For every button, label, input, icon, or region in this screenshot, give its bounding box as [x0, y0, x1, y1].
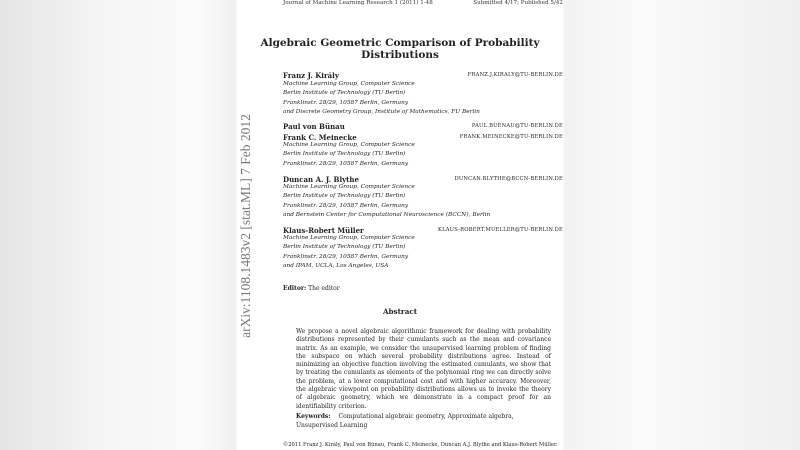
author-email: KLAUS-ROBERT.MUELLER@TU-BERLIN.DE — [438, 227, 563, 233]
paper-page — [237, 0, 563, 450]
author-name: Paul von Bünau — [283, 122, 345, 131]
editor-line: Editor: The editor — [283, 285, 340, 292]
keywords: Keywords: Computational algebraic geometry, Approximate algebra, Unsupervised Learning — [296, 413, 514, 429]
author-name: Klaus-Robert Müller — [283, 226, 364, 235]
author-email: DUNCAN.BLYTHE@BCCN-BERLIN.DE — [454, 176, 563, 182]
author-affiliation: Machine Learning Group, Computer Science Berlin Institute of Technology (TU Berlin) Franklinstr. 28/29, 10587 Berlin, Germany and Bernstein Center for Computational Neuroscience (BCCN), Berlin — [283, 184, 491, 219]
author-affiliation: Machine Learning Group, Computer Science Berlin Institute of Technology (TU Berlin) Franklinstr. 28/29, 10587 Berlin, Germany and IPAM, UCLA, Los Angeles, USA — [283, 235, 415, 270]
author-name: Duncan A. J. Blythe — [283, 175, 359, 184]
arxiv-stamp: arXiv:1108.1483v2 [stat.ML] 7 Feb 2012 — [238, 114, 253, 338]
author-email: FRANZ.J.KIRALY@TU-BERLIN.DE — [467, 72, 563, 78]
copyright-notice: ©2011 Franz J. Király, Paul von Bünau, Frank C. Meinecke, Duncan A.J. Blythe and Klaus-Robert Müller. — [283, 442, 558, 448]
abstract-text: We propose a novel algebraic algorithmic framework for dealing with probability distributions represented by their cumulants such as the mean and covariance matrix. As an example, we consider the unsupervised learning problem of finding the subspace on which several probability distributions agree. Instead of minimizing an objective function involving the estimated cumulants, we show that by treating the cumulants as elements of the polynomial ring we can directly solve the problem, at a lower computational cost and with higher accuracy. Moreover, the algebraic viewpoint on probability distributions allows us to invoke the theory of algebraic geometry, which we demonstrate in a compact proof for an identifiability criterion. — [296, 328, 551, 410]
journal-header: Journal of Machine Learning Research 1 (2011) 1-48 — [283, 0, 433, 6]
paper-title: Algebraic Geometric Comparison of Probability Distributions — [260, 37, 540, 61]
abstract-heading: Abstract — [382, 307, 418, 316]
author-email: FRANK.MEINECKE@TU-BERLIN.DE — [459, 134, 563, 140]
author-affiliation: Machine Learning Group, Computer Science Berlin Institute of Technology (TU Berlin) Franklinstr. 28/29, 10587 Berlin, Germany and Discrete Geometry Group, Institute of Mathematics, FU Berlin — [283, 81, 480, 116]
author-name: Frank C. Meinecke — [283, 133, 357, 142]
author-name: Franz J. Király — [283, 71, 339, 80]
author-affiliation: Machine Learning Group, Computer Science Berlin Institute of Technology (TU Berlin) Franklinstr. 28/29, 10587 Berlin, Germany — [283, 142, 415, 167]
author-email: PAUL.BUENAU@TU-BERLIN.DE — [471, 123, 563, 129]
submission-dates: Submitted 4/17; Published 5/42 — [473, 0, 563, 6]
